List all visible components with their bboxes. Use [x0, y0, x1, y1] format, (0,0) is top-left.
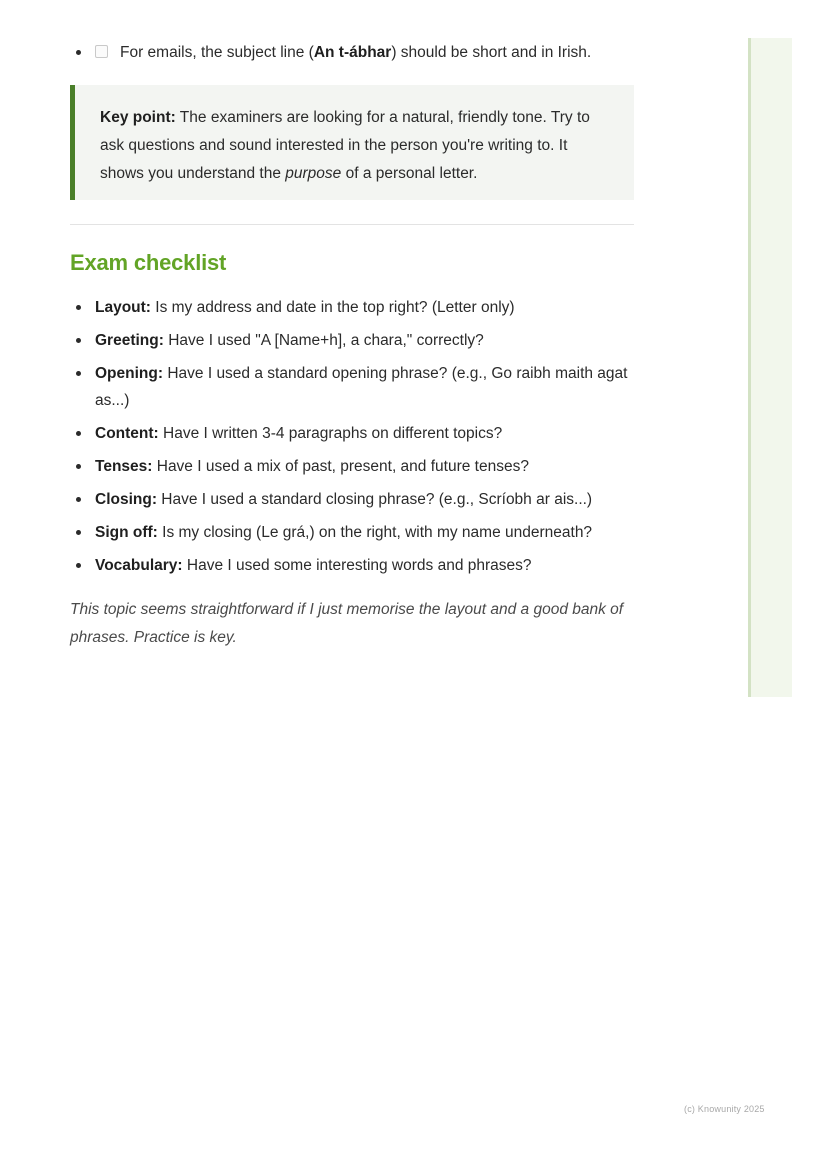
subject-line-text-post: ) should be short and in Irish. [391, 44, 592, 61]
checklist-item-content [70, 420, 634, 447]
checklist-item-label: Vocabulary: [95, 557, 183, 574]
checklist-item-text: Have I used a standard opening phrase? (e.g., Go raibh maith agat as...) [95, 365, 628, 409]
key-point-callout [70, 85, 634, 200]
checklist-item-greeting [70, 327, 634, 354]
checklist-item-text: Have I used a standard closing phrase? (e.g., Scríobh ar ais...) [157, 491, 593, 508]
checklist-item-label: Closing: [95, 491, 157, 508]
callout-emphasis: purpose [285, 165, 342, 182]
checklist-item-text: Have I used some interesting words and phrases? [182, 557, 532, 574]
list-item-subject-line [70, 39, 675, 66]
subject-line-text-pre: For emails, the subject line ( [120, 44, 314, 61]
subject-line-bold: An t-ábhar [313, 44, 392, 61]
checklist-item-text: Have I used a mix of past, present, and future tenses? [152, 458, 529, 475]
checklist-item-layout [70, 294, 634, 321]
divider [70, 224, 634, 225]
side-panel [748, 38, 792, 697]
checklist-item-tenses [70, 453, 634, 480]
checkbox[interactable] [95, 45, 108, 58]
checklist-item-label: Greeting: [95, 332, 164, 349]
checklist-item-text: Is my address and date in the top right? (Letter only) [150, 299, 515, 316]
checklist-item-text: Is my closing (Le grá,) on the right, with my name underneath? [157, 524, 593, 541]
callout-label: Key point: [100, 109, 176, 126]
checklist-item-label: Sign off: [95, 524, 158, 541]
callout-text-after: of a personal letter. [341, 165, 478, 182]
checklist-item-label: Tenses: [95, 458, 153, 475]
checklist-item-closing [70, 486, 634, 513]
checklist-item-text: Have I written 3-4 paragraphs on different topics? [158, 425, 503, 442]
checklist-item-vocabulary [70, 552, 634, 579]
exam-checklist [70, 294, 634, 585]
checklist-item-opening [70, 360, 634, 414]
checklist-item-label: Content: [95, 425, 159, 442]
checklist-item-label: Layout: [95, 299, 151, 316]
checklist-item-sign-off [70, 519, 634, 546]
checklist-item-label: Opening: [95, 365, 164, 382]
checklist-item-text: Have I used "A [Name+h], a chara," correctly? [163, 332, 484, 349]
closing-note: This topic seems straightforward if I just memorise the layout and a good bank of phrases. Practice is key. [70, 601, 624, 646]
copyright-footer: (c) Knowunity 2025 [684, 1104, 765, 1114]
callout-text-before: The examiners are looking for a natural, friendly tone. Try to ask questions and sound interested in the person you're writing to. It shows you understand the [100, 109, 590, 182]
section-heading: Exam checklist [70, 250, 227, 275]
